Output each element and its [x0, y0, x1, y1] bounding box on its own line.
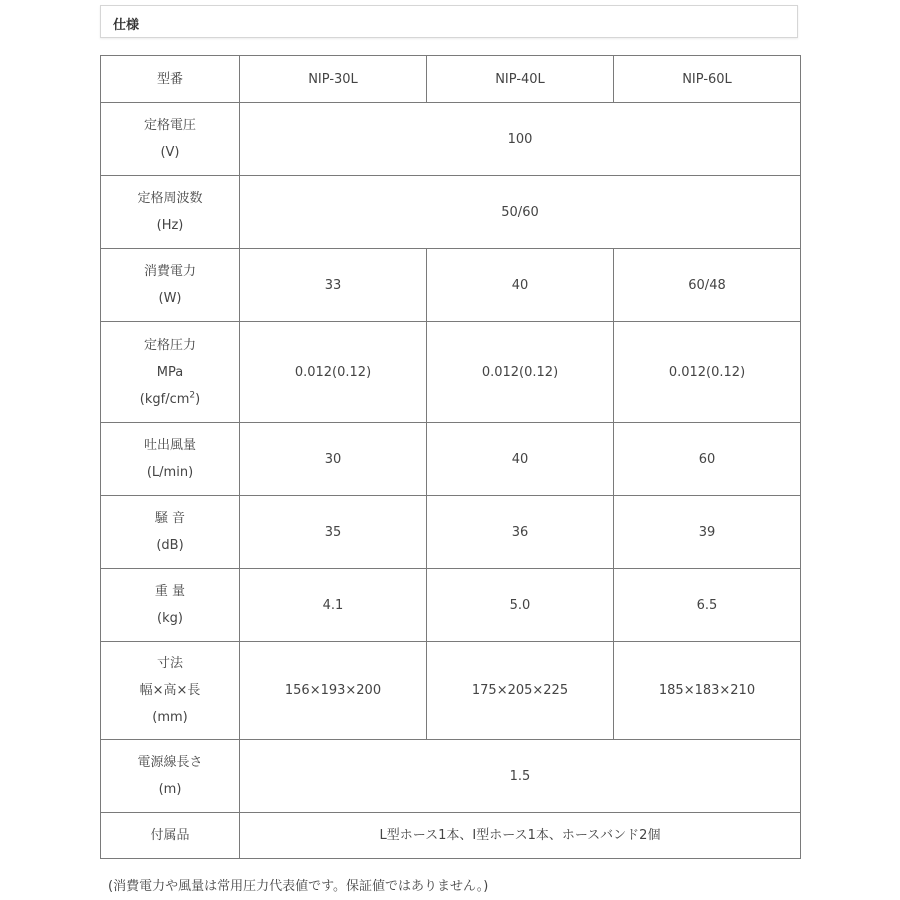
spec-section-header — [100, 5, 798, 38]
label-pressure-unit-kgf-exponent: 2 — [189, 390, 196, 401]
value-power-nip-60l: 60/48 — [614, 249, 801, 322]
label-power-name: 消費電力 — [143, 264, 196, 279]
value-noise-nip-40l: 36 — [427, 496, 614, 569]
label-frequency — [101, 176, 240, 249]
label-pressure-unit-mpa: MPa — [156, 364, 184, 380]
label-voltage — [101, 103, 240, 176]
label-cord-name: 電源線長さ — [137, 755, 203, 770]
label-airflow — [101, 423, 240, 496]
value-frequency: 50/60 — [240, 176, 801, 249]
value-dimensions-nip-40l: 175×205×225 — [427, 642, 614, 740]
value-pressure-nip-30l: 0.012(0.12) — [240, 322, 427, 423]
value-airflow-nip-40l: 40 — [427, 423, 614, 496]
table-row-dimensions — [101, 642, 801, 740]
table-row-frequency — [101, 176, 801, 249]
value-weight-nip-60l: 6.5 — [614, 569, 801, 642]
footnote: (消費電力や風量は常用圧力代表値です。保証値ではありません。) — [108, 879, 489, 894]
label-model: 型番 — [101, 56, 240, 103]
value-power-nip-40l: 40 — [427, 249, 614, 322]
table-row-airflow — [101, 423, 801, 496]
table-row-accessories — [101, 813, 801, 859]
label-weight — [101, 569, 240, 642]
label-dimensions — [101, 642, 240, 740]
label-voltage-unit: (V) — [160, 145, 180, 160]
value-airflow-nip-60l: 60 — [614, 423, 801, 496]
value-dimensions-nip-30l: 156×193×200 — [240, 642, 427, 740]
value-dimensions-nip-60l: 185×183×210 — [614, 642, 801, 740]
value-cord: 1.5 — [240, 740, 801, 813]
label-cord — [101, 740, 240, 813]
label-frequency-name: 定格周波数 — [137, 191, 203, 206]
label-airflow-name: 吐出風量 — [143, 438, 196, 453]
label-noise-unit: (dB) — [156, 538, 184, 553]
value-weight-nip-40l: 5.0 — [427, 569, 614, 642]
table-row-power — [101, 249, 801, 322]
model-header-nip-30l: NIP-30L — [240, 56, 427, 103]
label-pressure-unit-kgf — [101, 386, 239, 413]
table-row-pressure — [101, 322, 801, 423]
value-accessories: L型ホース1本、I型ホース1本、ホースバンド2個 — [240, 813, 801, 859]
label-dimensions-unit: (mm) — [152, 710, 188, 725]
spec-section-title: 仕様 — [113, 18, 140, 33]
label-dimensions-name: 寸法 — [156, 656, 183, 671]
label-dimensions-sub: 幅×高×長 — [139, 683, 201, 698]
label-cord-unit: (m) — [158, 782, 182, 797]
label-power — [101, 249, 240, 322]
value-airflow-nip-30l: 30 — [240, 423, 427, 496]
label-pressure-name: 定格圧力 — [143, 337, 196, 353]
label-noise — [101, 496, 240, 569]
label-pressure-unit-kgf-close: ) — [195, 391, 201, 407]
model-header-nip-40l: NIP-40L — [427, 56, 614, 103]
model-header-nip-60l: NIP-60L — [614, 56, 801, 103]
value-noise-nip-60l: 39 — [614, 496, 801, 569]
label-accessories: 付属品 — [101, 813, 240, 859]
table-row-model — [101, 56, 801, 103]
value-pressure-nip-60l: 0.012(0.12) — [614, 322, 801, 423]
table-row-weight — [101, 569, 801, 642]
label-weight-unit: (kg) — [157, 611, 183, 626]
value-pressure-nip-40l: 0.012(0.12) — [427, 322, 614, 423]
label-noise-name: 騒 音 — [154, 511, 186, 526]
value-weight-nip-30l: 4.1 — [240, 569, 427, 642]
spec-table — [100, 55, 801, 859]
table-row-cord — [101, 740, 801, 813]
label-power-unit: (W) — [158, 291, 182, 306]
label-pressure — [101, 322, 240, 423]
label-frequency-unit: (Hz) — [156, 218, 184, 233]
value-power-nip-30l: 33 — [240, 249, 427, 322]
label-pressure-unit-kgf-text: (kgf/cm — [139, 391, 190, 407]
label-airflow-unit: (L/min) — [146, 465, 194, 480]
table-row-noise — [101, 496, 801, 569]
value-noise-nip-30l: 35 — [240, 496, 427, 569]
table-row-voltage — [101, 103, 801, 176]
label-weight-name: 重 量 — [154, 584, 186, 599]
value-voltage: 100 — [240, 103, 801, 176]
label-voltage-name: 定格電圧 — [143, 118, 196, 133]
